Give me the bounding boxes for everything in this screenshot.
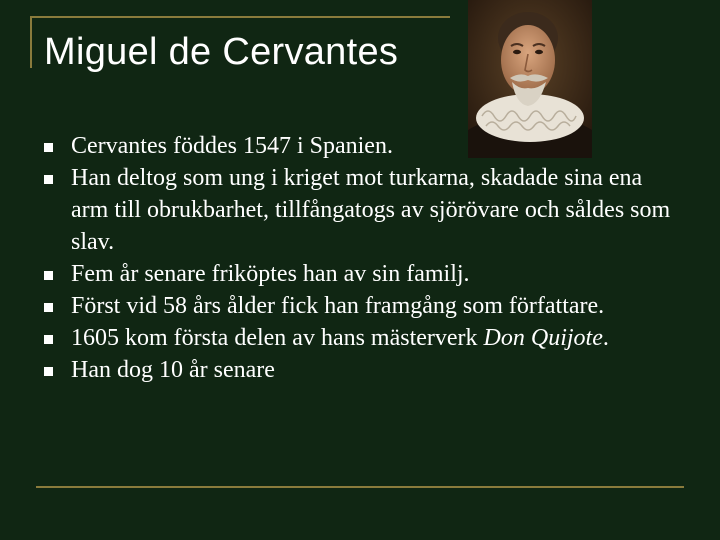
bullet-text-before: 1605 kom första delen av hans mästerverk xyxy=(71,325,484,351)
bullet-text: Först vid 58 års ålder fick han framgång som författare. xyxy=(71,293,605,319)
square-bullet-icon xyxy=(44,143,53,152)
slide-title: Miguel de Cervantes xyxy=(44,31,399,73)
book-title-emphasis: Don Quijote xyxy=(483,325,603,351)
square-bullet-icon xyxy=(44,303,53,312)
title-corner-rule-horizontal xyxy=(30,16,450,18)
square-bullet-icon xyxy=(44,367,53,376)
bullet-text: Han deltog som ung i kriget mot turkarna, skadade sina ena arm till obrukbarhet, tillfångatogs av sjörövare och såldes som slav. xyxy=(71,165,671,255)
square-bullet-icon xyxy=(44,271,53,280)
bottom-divider xyxy=(36,486,684,488)
square-bullet-icon xyxy=(44,175,53,184)
square-bullet-icon xyxy=(44,335,53,344)
bullet-text: Fem år senare friköptes han av sin familj. xyxy=(71,261,470,287)
list-item xyxy=(44,258,684,290)
bullet-text: Han dog 10 år senare xyxy=(71,357,275,383)
bullet-text-after: . xyxy=(602,325,609,351)
list-item xyxy=(44,130,684,162)
bullet-list xyxy=(44,130,684,386)
list-item xyxy=(44,322,684,354)
list-item xyxy=(44,290,684,322)
bullet-text: Cervantes föddes 1547 i Spanien. xyxy=(71,133,393,159)
title-corner-rule-vertical xyxy=(30,16,32,68)
list-item xyxy=(44,354,684,386)
list-item xyxy=(44,162,684,258)
